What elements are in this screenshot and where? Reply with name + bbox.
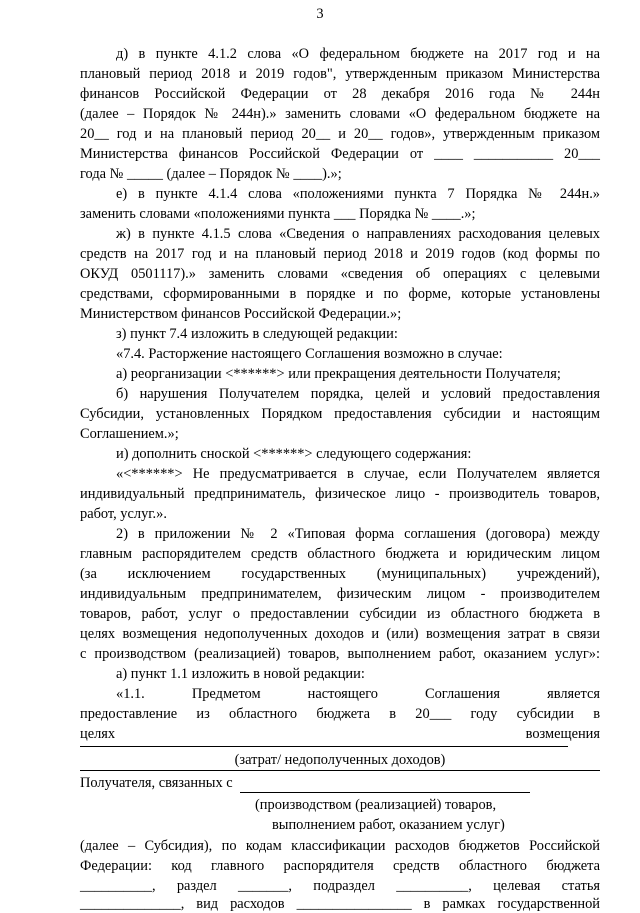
paragraph-line: 2) в приложении № 2 «Типовая форма соглашения (договора) между [116, 526, 600, 542]
page-number: 3 [316, 6, 324, 22]
paragraph-line: индивидуальным предпринимателем, физическим лицом - производителем [80, 586, 600, 602]
paragraph-line: целях возмещения [80, 726, 600, 742]
paragraph-line: (далее – Субсидия), по кодам классификации расходов бюджетов Российской [80, 838, 600, 854]
paragraph-line: з) пункт 7.4 изложить в следующей редакции: [116, 326, 398, 342]
paragraph-line: главным распорядителем средств областного бюджета и юридическим лицом [80, 546, 600, 562]
blank-underline [240, 792, 530, 793]
paragraph-line: «7.4. Расторжение настоящего Соглашения возможно в случае: [116, 346, 503, 362]
field-caption: (производством (реализацией) товаров, [255, 797, 497, 813]
paragraph-line: __________, раздел _______, подраздел __________, целевая статья [80, 878, 600, 894]
paragraph-line: ______________, вид расходов ________________ в рамках государственной [80, 896, 600, 912]
paragraph-line: д) в пункте 4.1.2 слова «О федеральном бюджете на 2017 год и на [116, 46, 600, 62]
paragraph-line: а) пункт 1.1 изложить в новой редакции: [116, 666, 365, 682]
paragraph-line: а) реорганизации <******> или прекращения деятельности Получателя; [116, 366, 561, 382]
paragraph-line: и) дополнить сноской <******> следующего содержания: [116, 446, 472, 462]
paragraph-line: года № _____ (далее – Порядок № ____).»; [80, 166, 342, 182]
paragraph-line: Субсидии, установленных Порядком предоставления субсидии и настоящим [80, 406, 600, 422]
paragraph-line: товаров, работ, услуг о предоставлении субсидии из областного бюджета в [80, 606, 600, 622]
paragraph-line: «<******> Не предусматривается в случае, если Получателем является [116, 466, 600, 482]
paragraph-line: предоставление из областного бюджета в 20___ году субсидии в [80, 706, 600, 722]
paragraph-line: Федерации: код главного распорядителя средств областного бюджета [80, 858, 600, 874]
paragraph-line: Министерства финансов Российской Федерации от ____ ___________ 20___ [80, 146, 600, 162]
paragraph-line: Соглашением.»; [80, 426, 179, 442]
paragraph-line: средств на 2017 год и на плановый период 2018 и 2019 годов (код формы по [80, 246, 600, 262]
paragraph-line: Министерством финансов Российской Федерации.»; [80, 306, 402, 322]
paragraph-line: (далее – Порядок № 244н).» заменить словами «О федеральном бюджете на [80, 106, 600, 122]
paragraph-line: средствами, сформированными в порядке и по форме, которые установлены [80, 286, 600, 302]
paragraph-line: ОКУД 0501117).» заменить словами «сведения об операциях с целевыми [80, 266, 600, 282]
paragraph-line: Получателя, связанных с [80, 775, 233, 791]
field-caption: выполнением работ, оказанием услуг) [272, 817, 505, 833]
paragraph-line: ж) в пункте 4.1.5 слова «Сведения о направлениях расходования целевых [116, 226, 600, 242]
paragraph-line: работ, услуг.». [80, 506, 167, 522]
paragraph-line: «1.1. Предметом настоящего Соглашения является [116, 686, 600, 702]
paragraph-line: индивидуальный предприниматель, физическое лицо - производитель товаров, [80, 486, 600, 502]
paragraph-line: 20__ год и на плановый период 20__ и 20__ годов», утвержденным приказом [80, 126, 600, 142]
paragraph-line: б) нарушения Получателем порядка, целей и условий предоставления [116, 386, 600, 402]
paragraph-line: е) в пункте 4.1.4 слова «положениями пункта 7 Порядка № 244н.» [116, 186, 600, 202]
blank-underline [80, 746, 568, 747]
paragraph-line: с производством (реализацией) товаров, выполнением работ, оказанием услуг»: [80, 646, 600, 662]
divider-line [80, 770, 600, 771]
paragraph-line: плановый период 2018 и 2019 годов", утвержденным приказом Министерства [80, 66, 600, 82]
paragraph-line: заменить словами «положениями пункта ___ Порядка № ____.»; [80, 206, 476, 222]
paragraph-line: финансов Российской Федерации от 28 декабря 2016 года № 244н [80, 86, 600, 102]
field-caption: (затрат/ недополученных доходов) [234, 752, 446, 768]
paragraph-line: целях возмещения недополученных доходов и (или) возмещения затрат в связи [80, 626, 600, 642]
paragraph-line: (за исключением государственных (муниципальных) учреждений), [80, 566, 600, 582]
